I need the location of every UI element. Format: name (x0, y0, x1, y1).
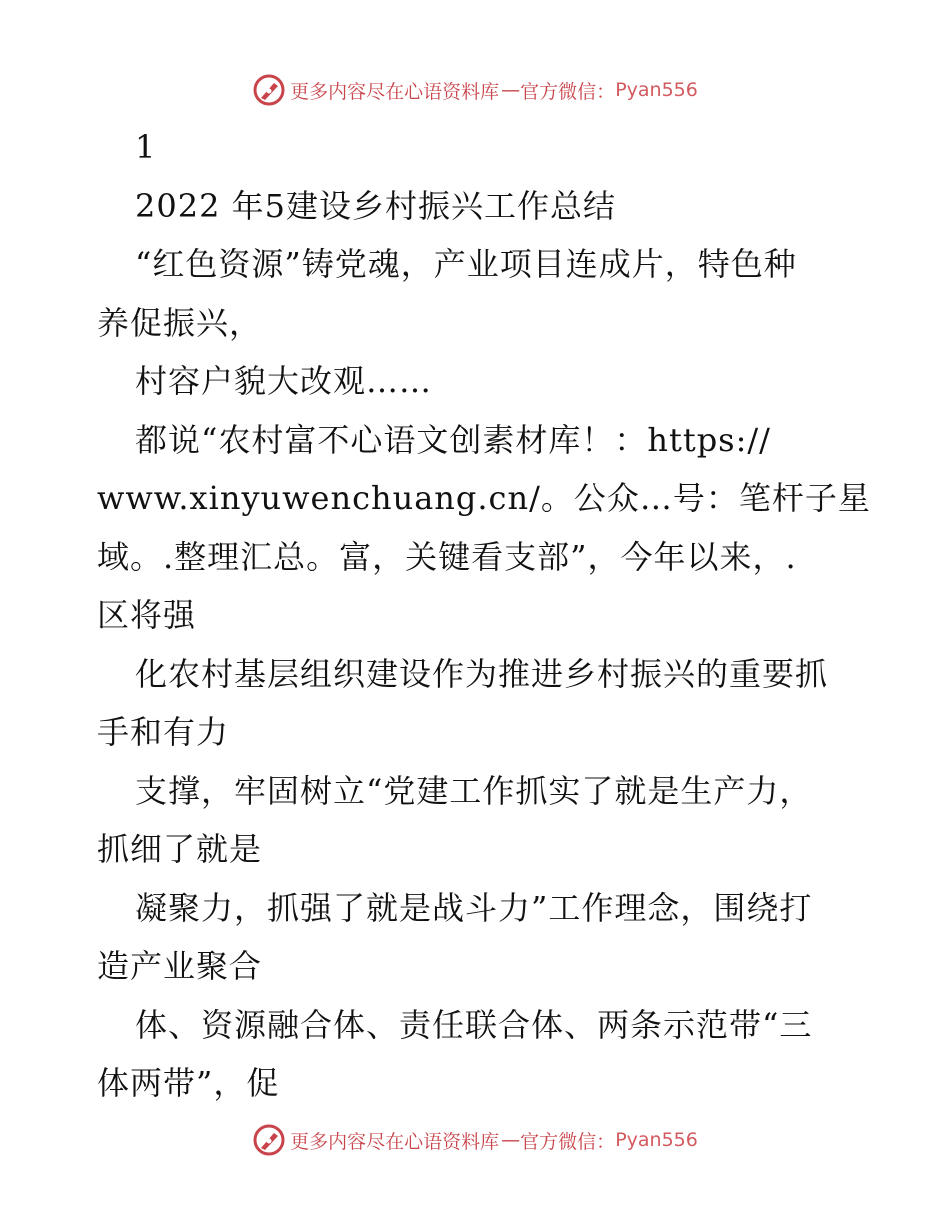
paragraph-line: 手和有力 (97, 713, 230, 751)
banner-wechat-label: 官方微信： (520, 1130, 616, 1153)
banner-separator: — (501, 79, 519, 101)
document-title: 2022 年5建设乡村振兴工作总结 (135, 186, 616, 225)
paragraph-line: 造产业聚合 (97, 947, 263, 985)
paragraph-line: 体、资源融合体、责任联合体、两条示范带“三 (135, 1005, 813, 1044)
banner-wechat-id: Pyan556 (615, 79, 698, 101)
paragraph-line: www.xinyuwenchuang.cn/。公众…号：笔杆子星 (97, 479, 871, 517)
banner-wechat-id: Pyan556 (615, 1129, 698, 1151)
banner-separator: — (501, 1129, 519, 1151)
paragraph-line: “红色资源”铸党魂，产业项目连成片，特色种 (135, 245, 797, 283)
paragraph-line: 域。.整理汇总。富，关键看支部”，今年以来，. (97, 537, 797, 576)
paragraph-line: 支撑，牢固树立“党建工作抓实了就是生产力， (135, 771, 813, 810)
paragraph-line: 村容户貌大改观…… (135, 362, 433, 400)
banner-brand-text: 更多内容尽在心语资料库 (290, 80, 500, 103)
banner-wechat-label: 官方微信： (520, 80, 616, 103)
paragraph-line: 抓细了就是 (97, 830, 263, 868)
document-body (97, 118, 871, 1113)
page-number: 1 (135, 128, 157, 166)
pen-circle-logo-icon (252, 1123, 286, 1157)
paragraph-line: 区将强 (97, 596, 197, 634)
paragraph-line: 凝聚力，抓强了就是战斗力”工作理念，围绕打 (135, 888, 813, 927)
paragraph-line: 体两带”，促 (97, 1064, 280, 1102)
paragraph-line: 养促振兴， (97, 303, 263, 342)
paragraph-line: 化农村基层组织建设作为推进乡村振兴的重要抓 (135, 654, 829, 693)
header-banner (0, 70, 950, 110)
banner-brand-text: 更多内容尽在心语资料库 (290, 1130, 500, 1153)
footer-banner (0, 1120, 950, 1160)
paragraph-line: 都说“农村富不心语文创素材库！：https:// (135, 420, 771, 459)
pen-circle-logo-icon (252, 73, 286, 107)
